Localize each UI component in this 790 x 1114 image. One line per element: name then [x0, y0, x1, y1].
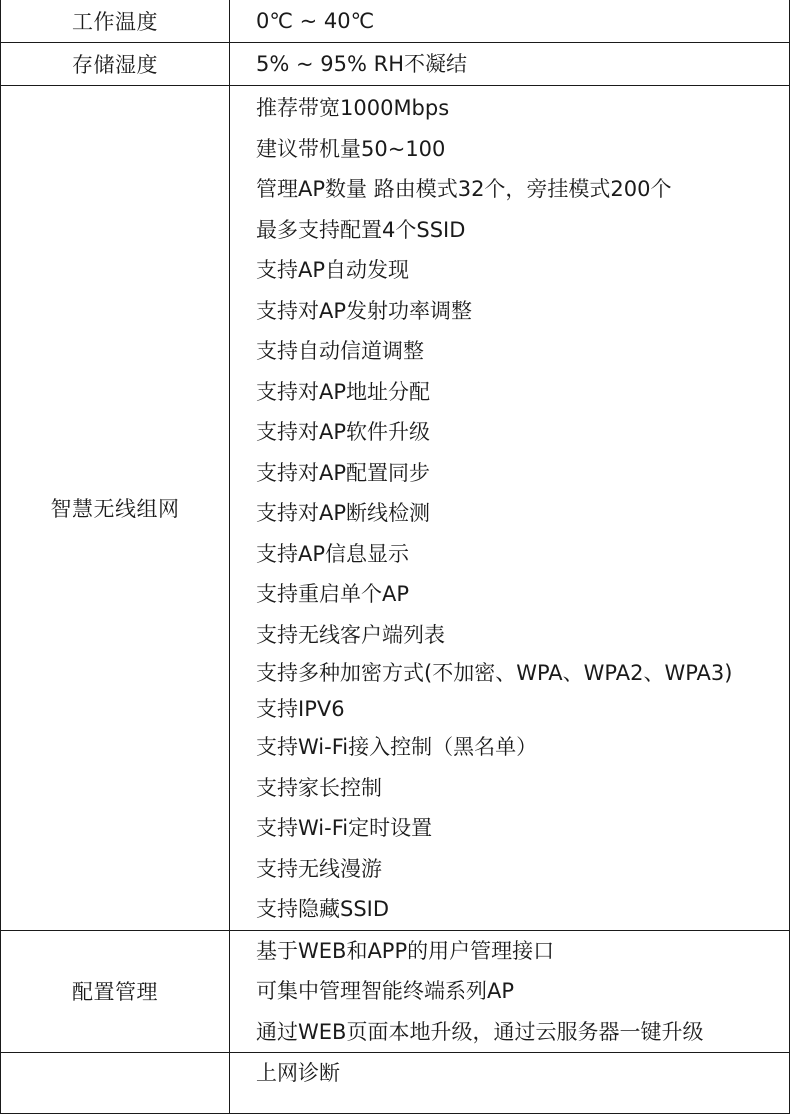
table-row-storage-humidity [1, 43, 790, 86]
row-value: 0℃ ~ 40℃ [256, 9, 375, 33]
row-value-cell [230, 930, 790, 1053]
feature-item: 最多支持配置4个SSID [256, 217, 466, 242]
row-label: 智慧无线组网 [1, 86, 230, 931]
table-row-operating-temperature [1, 0, 790, 43]
feature-item: 支持隐藏SSID [256, 897, 390, 921]
feature-item: 通过WEB页面本地升级，通过云服务器一键升级 [256, 1019, 704, 1044]
feature-item: 支持AP信息显示 [256, 541, 410, 566]
row-value-cell [230, 86, 790, 931]
feature-item: 支持对AP断线检测 [256, 501, 431, 525]
row-label: 存储湿度 [1, 43, 230, 86]
feature-item: 支持自动信道调整 [256, 339, 424, 363]
feature-item: 管理AP数量 路由模式32个，旁挂模式200个 [256, 177, 672, 201]
table-row-smart-wireless-networking [1, 86, 790, 931]
feature-item: 支持多种加密方式(不加密、WPA、WPA2、WPA3) [256, 661, 733, 685]
feature-item: 上网诊断 [256, 1061, 340, 1085]
feature-item: 支持IPV6 [256, 697, 345, 721]
feature-item: 支持对AP地址分配 [256, 379, 431, 404]
feature-item: 支持对AP软件升级 [256, 420, 431, 444]
feature-item: 支持家长控制 [256, 775, 382, 800]
feature-item: 支持Wi-Fi定时设置 [256, 816, 433, 840]
feature-item: 支持对AP配置同步 [256, 460, 431, 485]
feature-item: 可集中管理智能终端系列AP [256, 979, 515, 1003]
row-value-cell [230, 1053, 790, 1114]
feature-item: 推荐带宽1000Mbps [256, 96, 450, 120]
row-label: 工作温度 [1, 0, 230, 43]
feature-item: 支持重启单个AP [256, 582, 410, 606]
feature-item: 建议带机量50~100 [256, 136, 446, 161]
table-row-configuration-management [1, 930, 790, 1053]
row-label: 配置管理 [1, 930, 230, 1053]
row-value: 5% ~ 95% RH不凝结 [256, 52, 467, 76]
row-value-cell [230, 0, 790, 43]
feature-item: 支持AP自动发现 [256, 258, 410, 282]
feature-item: 支持对AP发射功率调整 [256, 298, 473, 323]
row-value-cell [230, 43, 790, 86]
feature-item: 支持无线客户端列表 [256, 622, 445, 647]
feature-item: 支持Wi-Fi接入控制（黑名单） [256, 735, 538, 759]
feature-item: 支持无线漫游 [256, 856, 382, 881]
row-label [1, 1053, 230, 1114]
feature-item: 基于WEB和APP的用户管理接口 [256, 938, 555, 963]
table-row-diagnostics [1, 1053, 790, 1114]
